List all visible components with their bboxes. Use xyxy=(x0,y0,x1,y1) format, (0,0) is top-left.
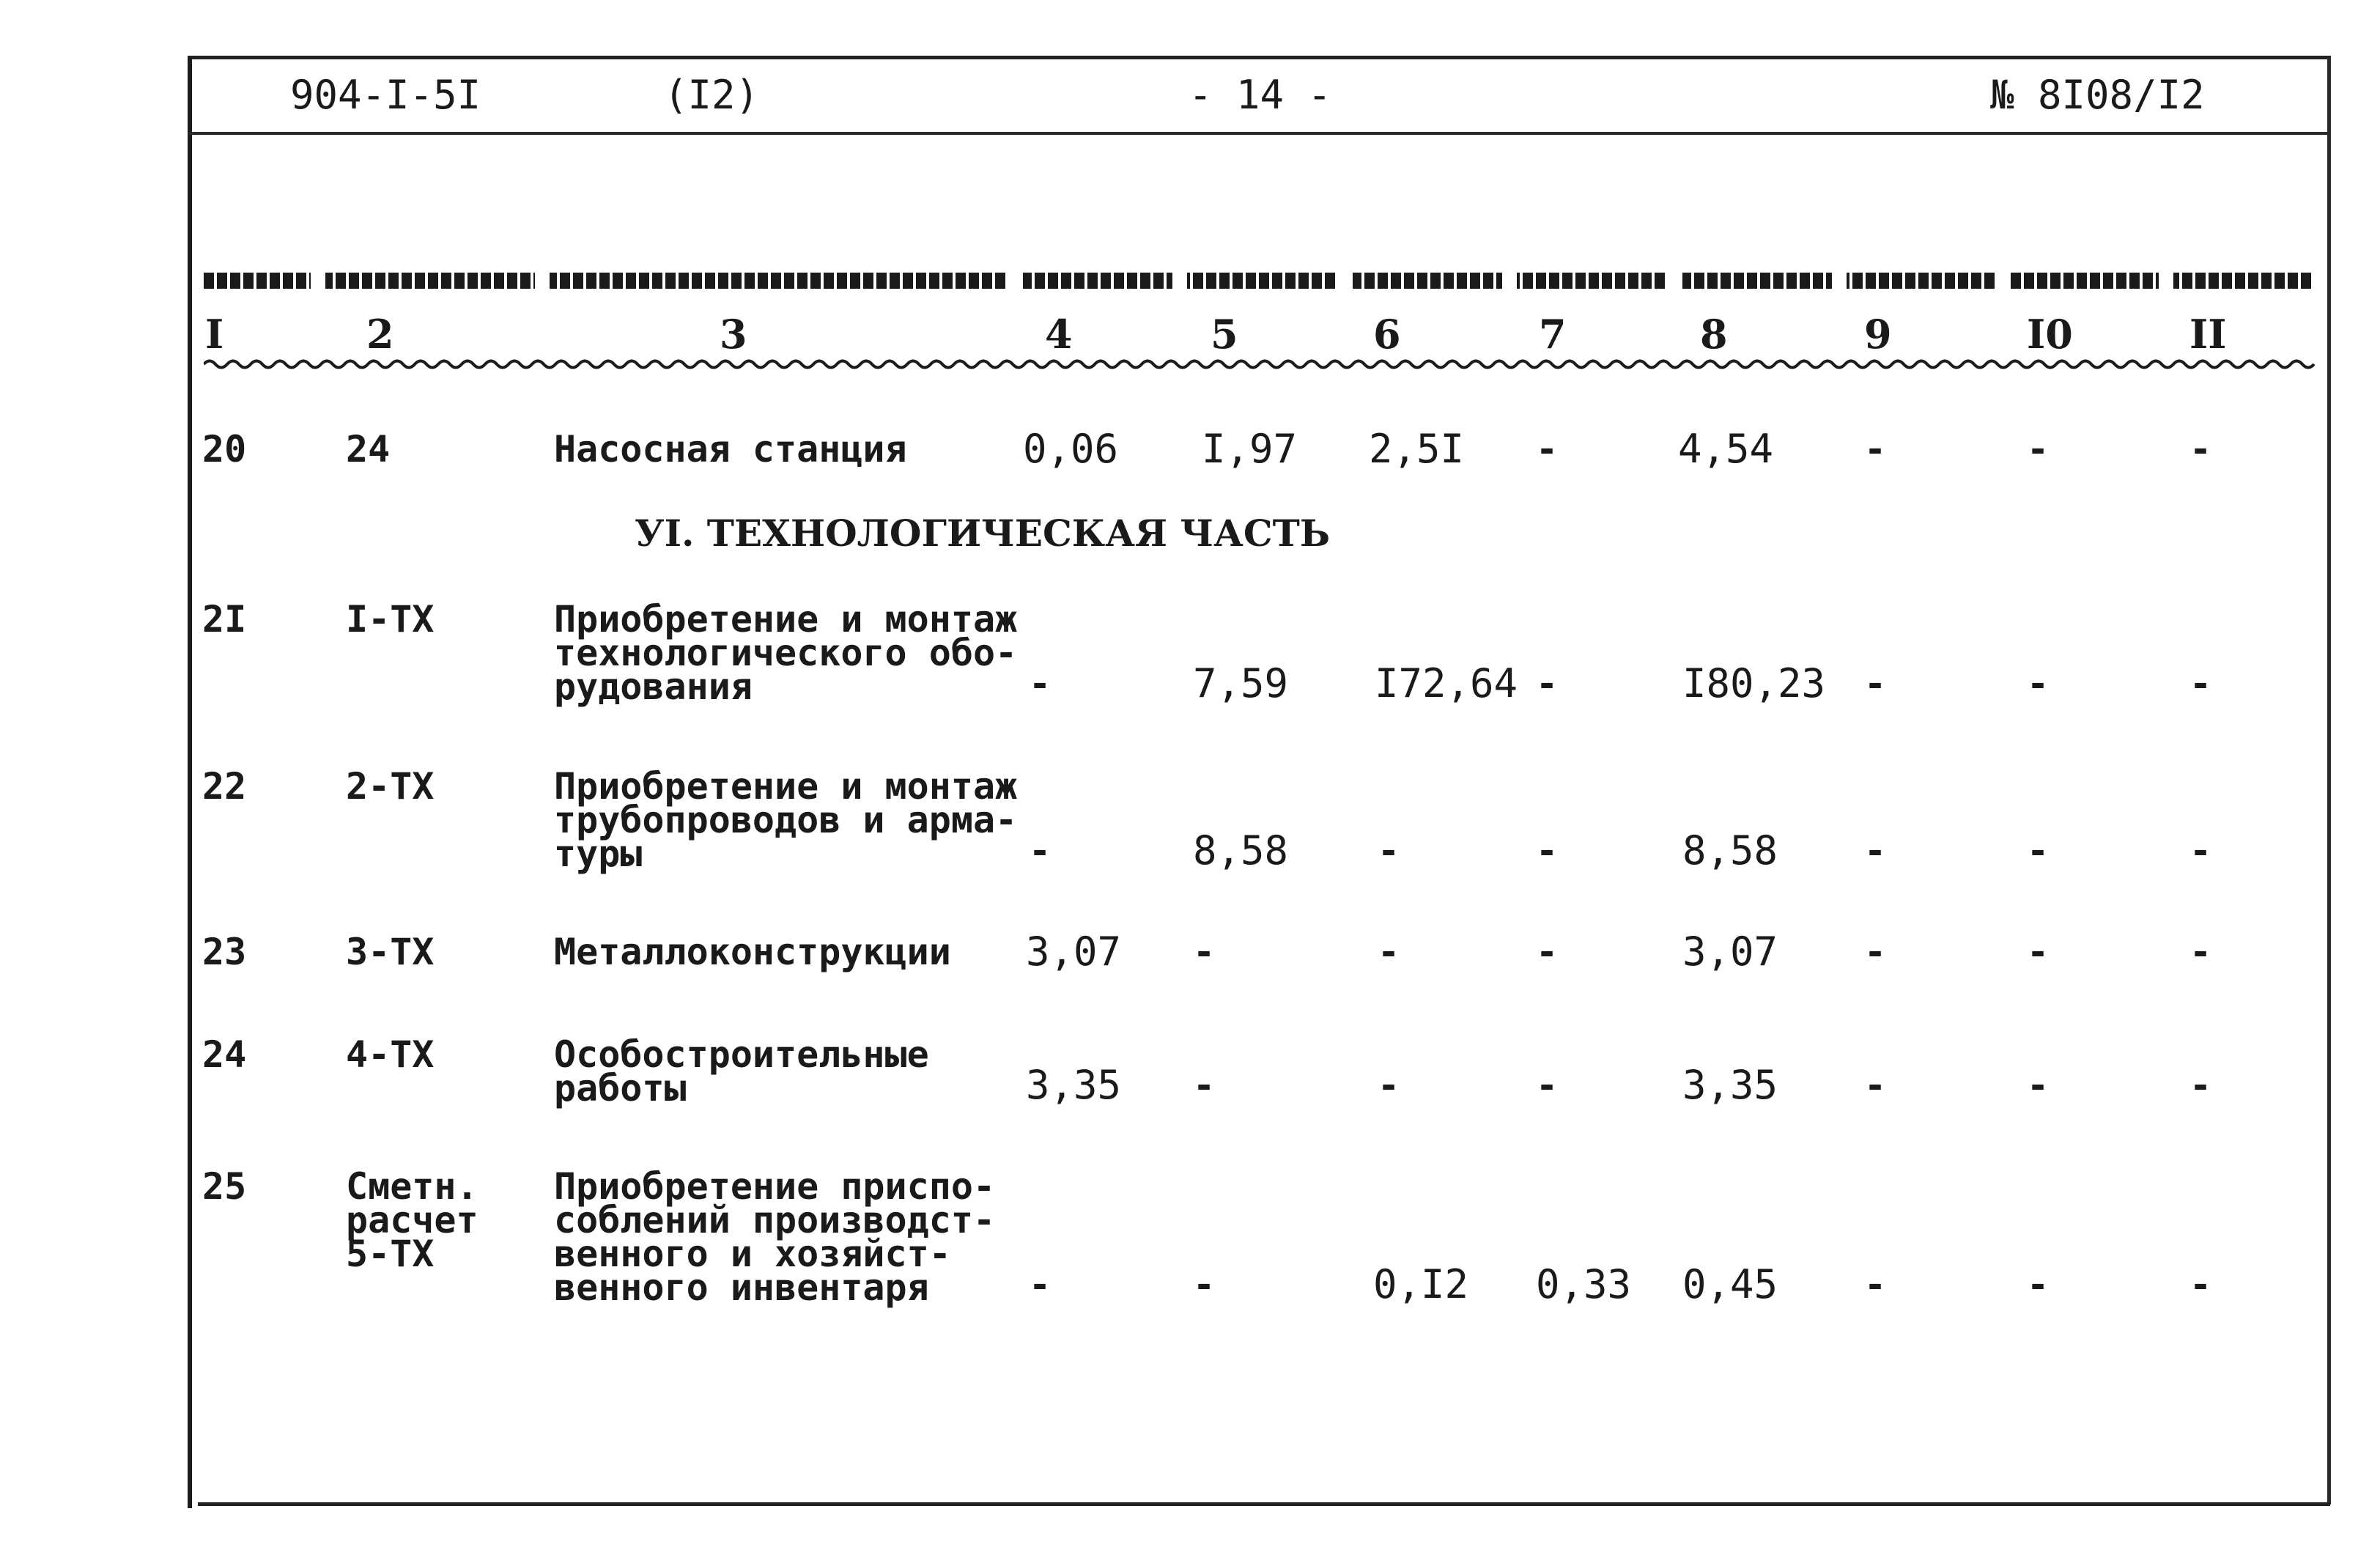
dash-gap xyxy=(1172,270,1187,292)
row-value-c7: - xyxy=(1536,662,1559,705)
row-value-c5: 7,59 xyxy=(1193,660,1289,706)
row-value-c11: - xyxy=(2189,662,2212,705)
row-value-c5: I,97 xyxy=(1202,426,1298,472)
row-value-c11: - xyxy=(2189,1064,2212,1107)
frame-right-border xyxy=(2327,57,2331,1505)
row-number: 24 xyxy=(202,1033,247,1076)
column-number: 2 xyxy=(366,311,394,358)
row-value-c6: I72,64 xyxy=(1375,660,1518,706)
row-value-c11: - xyxy=(2189,830,2212,872)
row-value-c5: - xyxy=(1193,1263,1216,1306)
row-code: 2-ТХ xyxy=(346,765,435,808)
row-value-c11: - xyxy=(2189,931,2212,973)
row-value-c9: - xyxy=(1864,428,1887,470)
column-number: I0 xyxy=(2027,311,2073,358)
column-number: 3 xyxy=(720,311,747,358)
row-number: 22 xyxy=(202,765,247,808)
row-value-c8: I80,23 xyxy=(1682,660,1826,706)
row-value-c4: - xyxy=(1029,830,1052,872)
row-value-c9: - xyxy=(1864,931,1887,973)
row-value-c10: - xyxy=(2027,931,2050,973)
dash-gap xyxy=(1995,270,2009,292)
row-value-c6: - xyxy=(1378,1064,1400,1107)
header-divider xyxy=(189,132,2329,135)
dash-gap xyxy=(2159,270,2173,292)
row-value-c5: - xyxy=(1193,931,1216,973)
row-value-c7: - xyxy=(1536,830,1559,872)
doc-code: 904-I-5I xyxy=(290,72,481,118)
row-name: Металлоконструкции xyxy=(554,931,951,973)
column-number: 6 xyxy=(1373,311,1401,358)
row-value-c4: 0,06 xyxy=(1023,426,1119,472)
row-value-c9: - xyxy=(1864,1064,1887,1107)
row-value-c10: - xyxy=(2027,428,2050,470)
row-value-c4: - xyxy=(1029,662,1052,705)
row-name: Особостроительные работы xyxy=(554,1033,929,1110)
dash-gap xyxy=(1668,270,1682,292)
row-value-c8: 8,58 xyxy=(1682,827,1778,874)
row-value-c10: - xyxy=(2027,1263,2050,1306)
dash-gap xyxy=(1338,270,1353,292)
row-value-c7: - xyxy=(1536,931,1559,973)
row-value-c4: 3,07 xyxy=(1026,928,1122,975)
row-number: 2I xyxy=(202,598,247,640)
section-title: УI. ТЕХНОЛОГИЧЕСКАЯ ЧАСТЬ xyxy=(635,512,1331,555)
row-value-c6: 0,I2 xyxy=(1373,1261,1469,1307)
row-value-c6: 2,5I xyxy=(1369,426,1465,472)
row-value-c9: - xyxy=(1864,1263,1887,1306)
row-value-c8: 4,54 xyxy=(1678,426,1774,472)
row-code: Сметн. расчет 5-ТХ xyxy=(346,1165,478,1275)
dash-gap xyxy=(311,270,325,292)
row-name: Приобретение приспо- соблений производст- венного и хозяйст- венного инвентаря xyxy=(554,1165,996,1309)
dash-gap xyxy=(535,270,550,292)
row-value-c7: - xyxy=(1536,428,1559,470)
wavy-separator xyxy=(204,358,2318,371)
column-number: 9 xyxy=(1864,311,1892,358)
row-value-c6: - xyxy=(1378,931,1400,973)
row-value-c11: - xyxy=(2189,1263,2212,1306)
frame-left-border xyxy=(188,57,192,1508)
row-value-c6: - xyxy=(1378,830,1400,872)
row-code: 3-ТХ xyxy=(346,931,435,973)
row-value-c10: - xyxy=(2027,662,2050,705)
dash-gap xyxy=(1832,270,1847,292)
row-value-c5: 8,58 xyxy=(1193,827,1289,874)
page-number: - 14 - xyxy=(1189,72,1332,118)
column-number: 8 xyxy=(1700,311,1728,358)
row-value-c8: 3,35 xyxy=(1682,1062,1778,1108)
album-number: (I2) xyxy=(664,72,760,118)
row-value-c5: - xyxy=(1193,1064,1216,1107)
row-value-c11: - xyxy=(2189,428,2212,470)
row-value-c10: - xyxy=(2027,830,2050,872)
inventory-number: № 8I08/I2 xyxy=(1990,72,2205,118)
dash-gap xyxy=(1008,270,1023,292)
row-value-c8: 3,07 xyxy=(1682,928,1778,975)
row-value-c4: - xyxy=(1029,1263,1052,1306)
row-value-c9: - xyxy=(1864,830,1887,872)
row-number: 23 xyxy=(202,931,247,973)
row-name: Приобретение и монтаж трубопроводов и арма- туры xyxy=(554,765,1018,875)
row-code: 4-ТХ xyxy=(346,1033,435,1076)
row-value-c7: 0,33 xyxy=(1536,1261,1632,1307)
column-number: I xyxy=(205,311,224,358)
frame-top-border xyxy=(188,56,2331,59)
column-number: 5 xyxy=(1211,311,1238,358)
row-name: Приобретение и монтаж технологического обо- рудования xyxy=(554,598,1018,708)
row-value-c4: 3,35 xyxy=(1026,1062,1122,1108)
row-value-c9: - xyxy=(1864,662,1887,705)
row-number: 25 xyxy=(202,1165,247,1208)
row-value-c7: - xyxy=(1536,1064,1559,1107)
column-number: 4 xyxy=(1045,311,1073,358)
row-value-c8: 0,45 xyxy=(1682,1261,1778,1307)
row-code: I-ТХ xyxy=(346,598,435,640)
dash-gap xyxy=(1502,270,1517,292)
column-number: 7 xyxy=(1539,311,1567,358)
row-code: 24 xyxy=(346,428,391,470)
frame-bottom-border xyxy=(198,1502,2330,1506)
column-number: II xyxy=(2189,311,2227,358)
row-name: Насосная станция xyxy=(554,428,907,470)
row-value-c10: - xyxy=(2027,1064,2050,1107)
row-number: 20 xyxy=(202,428,247,470)
